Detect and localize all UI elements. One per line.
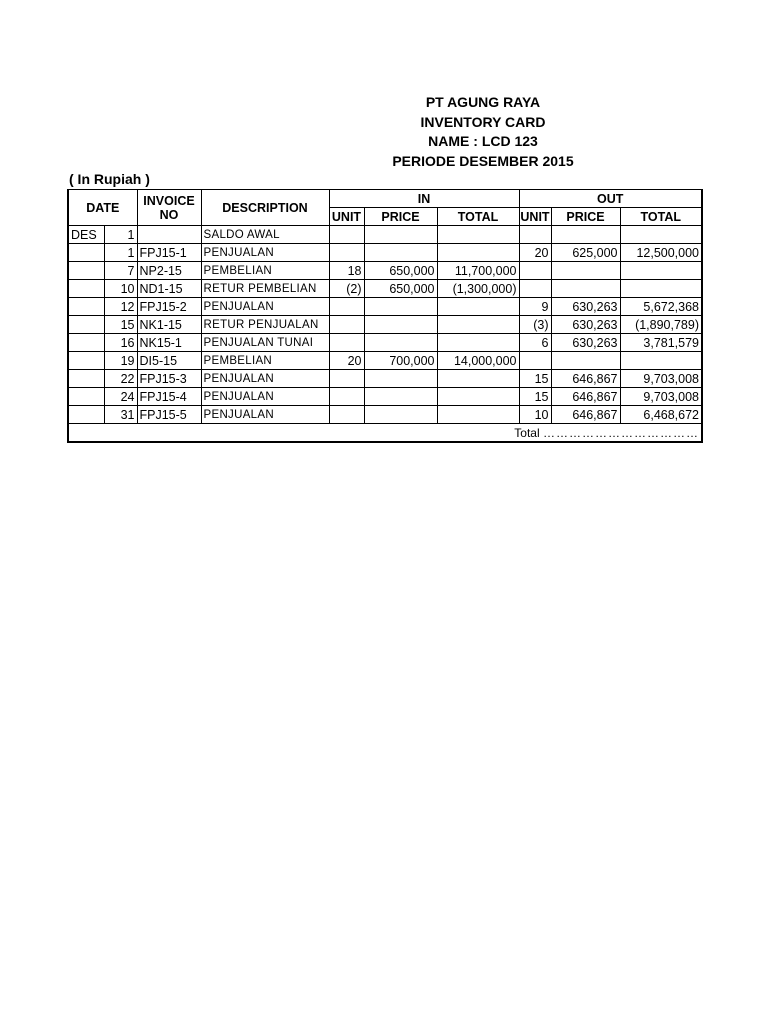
row-month: [68, 298, 104, 316]
row-in-total: [437, 298, 519, 316]
row-month: [68, 316, 104, 334]
card-title: INVENTORY CARD: [420, 113, 546, 130]
out-price-header: PRICE: [551, 208, 620, 226]
in-price-header: PRICE: [364, 208, 437, 226]
table-row: [68, 334, 702, 352]
row-out-price: 646,867: [551, 406, 620, 424]
row-description: PENJUALAN TUNAI: [201, 334, 329, 352]
row-month: [68, 370, 104, 388]
table-row: [68, 316, 702, 334]
row-out-total: [620, 262, 702, 280]
row-description: PENJUALAN: [201, 370, 329, 388]
row-out-unit: (3): [519, 316, 551, 334]
row-month: DES: [68, 226, 104, 244]
row-invoice: ND1-15: [137, 280, 201, 298]
in-total-header: TOTAL: [437, 208, 519, 226]
invoice-header-line2: NO: [159, 207, 179, 222]
row-day: 31: [104, 406, 137, 424]
row-in-total: [437, 370, 519, 388]
row-in-unit: [329, 244, 364, 262]
row-month: [68, 406, 104, 424]
row-invoice: NK1-15: [137, 316, 201, 334]
row-out-price: 646,867: [551, 388, 620, 406]
row-out-price: 630,263: [551, 334, 620, 352]
row-invoice: FPJ15-2: [137, 298, 201, 316]
row-out-unit: 15: [519, 370, 551, 388]
row-description: PENJUALAN: [201, 388, 329, 406]
row-in-total: (1,300,000): [437, 280, 519, 298]
row-month: [68, 244, 104, 262]
row-out-total: 6,468,672: [620, 406, 702, 424]
date-header: DATE: [68, 190, 137, 226]
out-unit-header: UNIT: [520, 209, 550, 224]
row-out-unit: [519, 280, 551, 298]
row-in-price: [364, 388, 437, 406]
row-invoice: FPJ15-1: [137, 244, 201, 262]
row-description: PENJUALAN: [201, 406, 329, 424]
row-in-unit: [329, 334, 364, 352]
row-in-price: 650,000: [364, 262, 437, 280]
row-in-unit: 20: [329, 352, 364, 370]
total-dots: ………………………………: [543, 425, 699, 440]
table-row: [68, 388, 702, 406]
inventory-card-table: [67, 189, 703, 443]
row-out-price: 646,867: [551, 370, 620, 388]
row-month: [68, 388, 104, 406]
row-out-price: [551, 226, 620, 244]
row-month: [68, 262, 104, 280]
row-out-unit: 20: [519, 244, 551, 262]
row-out-total: 9,703,008: [620, 388, 702, 406]
row-out-total: (1,890,789): [620, 316, 702, 334]
inventory-rows: [68, 226, 702, 424]
row-in-total: 14,000,000: [437, 352, 519, 370]
row-description: PEMBELIAN: [201, 262, 329, 280]
row-in-price: [364, 316, 437, 334]
row-out-unit: 6: [519, 334, 551, 352]
table-row: [68, 262, 702, 280]
row-description: RETUR PENJUALAN: [201, 316, 329, 334]
row-in-price: [364, 334, 437, 352]
row-in-price: [364, 298, 437, 316]
row-in-total: [437, 244, 519, 262]
row-in-total: [437, 316, 519, 334]
in-header: IN: [329, 190, 519, 208]
item-name: NAME : LCD 123: [428, 133, 538, 149]
currency-note: ( In Rupiah ): [69, 171, 150, 187]
row-out-total: 12,500,000: [620, 244, 702, 262]
row-description: SALDO AWAL: [201, 226, 329, 244]
row-out-price: 625,000: [551, 244, 620, 262]
row-invoice: FPJ15-5: [137, 406, 201, 424]
row-out-total: [620, 280, 702, 298]
header-row-top: [68, 190, 702, 208]
row-in-price: [364, 226, 437, 244]
row-description: RETUR PEMBELIAN: [201, 280, 329, 298]
in-unit-header: UNIT: [329, 208, 364, 226]
row-in-total: [437, 334, 519, 352]
row-day: 19: [104, 352, 137, 370]
row-day: 24: [104, 388, 137, 406]
row-in-price: 700,000: [364, 352, 437, 370]
row-description: PEMBELIAN: [201, 352, 329, 370]
table-row: [68, 280, 702, 298]
table-row: [68, 226, 702, 244]
row-out-total: [620, 352, 702, 370]
out-total-header: TOTAL: [620, 208, 702, 226]
table-row: [68, 406, 702, 424]
row-out-total: 9,703,008: [620, 370, 702, 388]
row-invoice: FPJ15-3: [137, 370, 201, 388]
table-row: [68, 352, 702, 370]
total-label: Total: [514, 425, 540, 440]
row-in-total: [437, 406, 519, 424]
row-out-unit: 15: [519, 388, 551, 406]
row-invoice: NP2-15: [137, 262, 201, 280]
document-title-block: [300, 93, 666, 171]
row-in-total: 11,700,000: [437, 262, 519, 280]
row-in-price: [364, 244, 437, 262]
row-day: 15: [104, 316, 137, 334]
row-in-unit: [329, 388, 364, 406]
row-in-unit: [329, 406, 364, 424]
description-header: DESCRIPTION: [201, 190, 329, 226]
period-label: PERIODE DESEMBER 2015: [392, 152, 574, 169]
row-out-price: [551, 352, 620, 370]
table-row: [68, 244, 702, 262]
row-out-price: [551, 262, 620, 280]
row-month: [68, 280, 104, 298]
company-name: PT AGUNG RAYA: [425, 94, 541, 110]
row-in-price: 650,000: [364, 280, 437, 298]
row-in-unit: [329, 226, 364, 244]
row-in-unit: [329, 316, 364, 334]
row-day: 22: [104, 370, 137, 388]
total-cell: [68, 424, 702, 443]
row-in-unit: [329, 370, 364, 388]
row-day: 1: [104, 226, 137, 244]
row-in-unit: (2): [329, 280, 364, 298]
table-row: [68, 370, 702, 388]
row-out-price: 630,263: [551, 298, 620, 316]
invoice-header-line1: INVOICE: [143, 193, 195, 208]
row-out-unit: 9: [519, 298, 551, 316]
row-out-unit: 10: [519, 406, 551, 424]
table-row: [68, 298, 702, 316]
row-day: 1: [104, 244, 137, 262]
row-out-price: 630,263: [551, 316, 620, 334]
row-month: [68, 352, 104, 370]
row-invoice: [137, 226, 201, 244]
row-in-unit: 18: [329, 262, 364, 280]
row-invoice: FPJ15-4: [137, 388, 201, 406]
row-day: 7: [104, 262, 137, 280]
row-in-total: [437, 226, 519, 244]
row-out-unit: [519, 226, 551, 244]
row-invoice: DI5-15: [137, 352, 201, 370]
row-in-unit: [329, 298, 364, 316]
row-out-total: [620, 226, 702, 244]
row-in-total: [437, 388, 519, 406]
row-invoice: NK15-1: [137, 334, 201, 352]
row-out-price: [551, 280, 620, 298]
row-out-total: 5,672,368: [620, 298, 702, 316]
row-day: 12: [104, 298, 137, 316]
row-month: [68, 334, 104, 352]
row-out-unit: [519, 352, 551, 370]
out-header: OUT: [519, 190, 702, 208]
total-row: [68, 424, 702, 443]
row-out-unit: [519, 262, 551, 280]
row-in-price: [364, 370, 437, 388]
row-day: 10: [104, 280, 137, 298]
row-in-price: [364, 406, 437, 424]
row-description: PENJUALAN: [201, 298, 329, 316]
row-day: 16: [104, 334, 137, 352]
row-out-total: 3,781,579: [620, 334, 702, 352]
invoice-header: [137, 190, 201, 226]
row-description: PENJUALAN: [201, 244, 329, 262]
